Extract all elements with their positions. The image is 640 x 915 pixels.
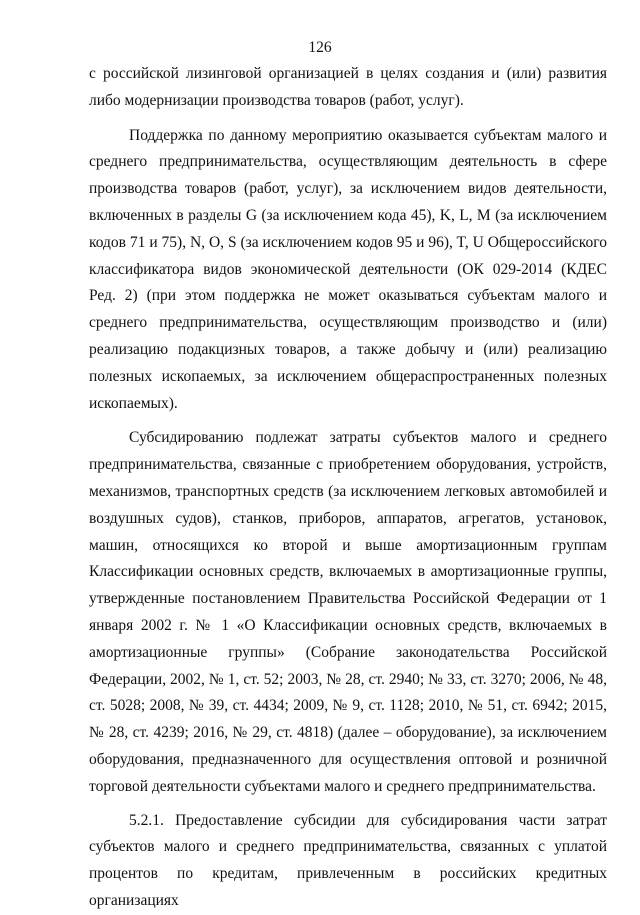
page-number: 126 (308, 39, 332, 56)
paragraph-subsidized-costs: Субсидированию подлежат затраты субъектов малого и среднего предпринимательства, связанные с приобретением оборудования, устройств, механизмов, транспортных средств (за исключением легковых автомобилей и воздушных судов), станков, приборов, аппаратов, агрегатов, установок, машин, относящихся ко второй и выше амортизационным группам Классификации основных средств, включаемых в амортизационные группы, утвержденные постановлением Правительства Российской Федерации от 1 января 2002 г. № 1 «О Классификации основных средств, включаемых в амортизационные группы» (Собрание законодательства Российской Федерации, 2002, № 1, ст. 52; 2003, № 28, ст. 2940; № 33, ст. 3270; 2006, № 48, ст. 5028; 2008, № 39, ст. 4434; 2009, № 9, ст. 1128; 2010, № 51, ст. 6942; 2015, № 28, ст. 4239; 2016, № 29, ст. 4818) (далее – оборудование), за исключением оборудования, предназначенного для осуществления оптовой и розничной торговой деятельности субъектами малого и среднего предпринимательства. (89, 429, 607, 795)
paragraph-continuation: с российской лизинговой организацией в целях создания и (или) развития либо модернизации производства товаров (работ, услуг). (89, 65, 607, 109)
document-body (89, 61, 607, 915)
paragraph-section-5-2-1: 5.2.1. Предоставление субсидии для субсидирования части затрат субъектов малого и среднего предпринимательства, связанных с уплатой процентов по кредитам, привлеченным в российских кредитных организациях (89, 811, 607, 909)
paragraph-support-conditions: Поддержка по данному мероприятию оказывается субъектам малого и среднего предпринимательства, осуществляющим деятельность в сфере производства товаров (работ, услуг), за исключением видов деятельности, включенных в разделы G (за исключением кода 45), K, L, M (за исключением кодов 71 и 75), N, O, S (за исключением кодов 95 и 96), T, U Общероссийского классификатора видов экономической деятельности (ОК 029-2014 (КДЕС Ред. 2) (при этом поддержка не может оказываться субъектам малого и среднего предпринимательства, осуществляющим производство и (или) реализацию подакцизных товаров, а также добычу и (или) реализацию полезных ископаемых, за исключением общераспространенных полезных ископаемых). (89, 126, 607, 412)
